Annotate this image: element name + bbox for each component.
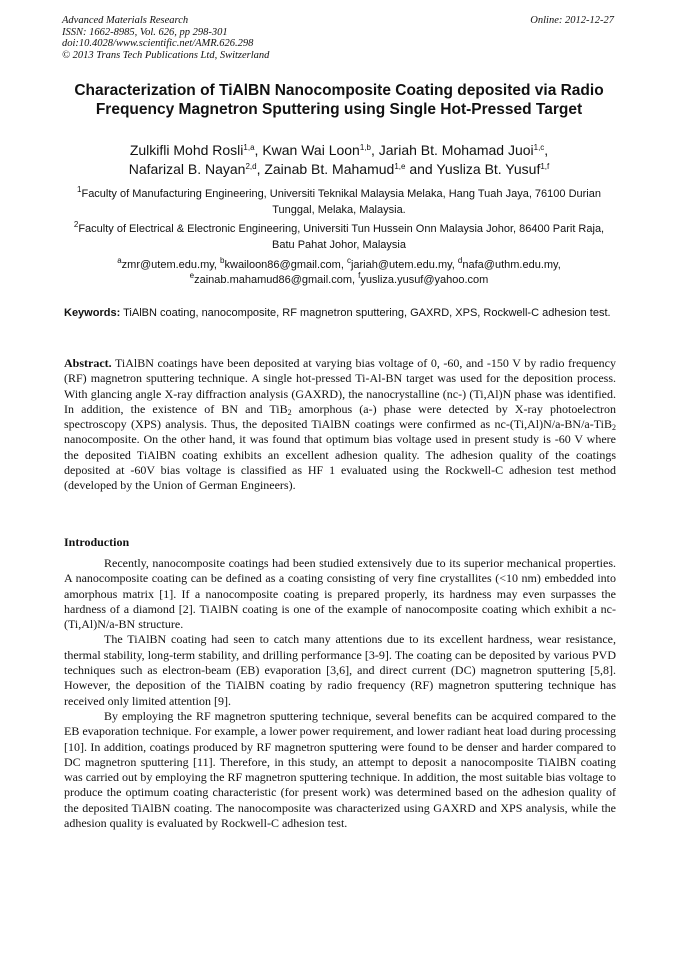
author-affiliation-mark: 2,d: [245, 162, 257, 171]
online-date: Online: 2012-12-27: [530, 15, 614, 26]
affiliation-2: [64, 221, 614, 253]
subscript: 2: [287, 407, 292, 417]
email-mark: d: [457, 256, 463, 265]
author-separator: ,: [370, 142, 379, 158]
author-affiliation-mark: 1,a: [243, 143, 255, 152]
email-link[interactable]: yusliza.yusuf@yahoo.com: [360, 274, 489, 286]
email-link[interactable]: zainab.mahamud86@gmail.com: [194, 274, 353, 286]
section-heading-introduction: Introduction: [64, 535, 130, 549]
author-separator: ,: [254, 142, 263, 158]
affiliation-text: Faculty of Manufacturing Engineering, Universiti Teknikal Malaysia Melaka, Hang Tuah Jaya, 76100 Durian Tunggal, Melaka, Malaysia.: [81, 188, 601, 216]
author-affiliation-mark: 1,f: [540, 162, 550, 171]
email-link[interactable]: kwailoon86@gmail.com: [224, 259, 341, 271]
introduction-body: [64, 556, 616, 831]
abstract-text: amorphous (a-) phase were detected by X-ray photoelectron spectroscopy (XPS) analysis. Thus, the deposited TiAlBN coatings were confirmed as nc-(Ti,Al)N/a-BN/a-TiB: [64, 401, 616, 432]
abstract: [64, 356, 616, 494]
journal-issn: ISSN: 1662-8985, Vol. 626, pp 298-301: [62, 26, 228, 38]
author-separator: ,: [256, 161, 265, 177]
author-separator: and: [405, 161, 437, 177]
keywords: [64, 306, 616, 321]
paragraph: The TiAlBN coating had seen to catch many attentions due to its excellent hardness, wear resistance, thermal stability, long-term stability, and drilling performance [3-9]. The coating can be deposited by various PVD techniques such as electron-beam (EB) evaporation [3,6], and direct current (DC) magnetron sputtering [5,8]. However, the deposition of the TiAlBN coating by radio frequency (RF) magnetron sputtering technique has received only limited attention [9].: [64, 632, 616, 708]
email-mark: c: [346, 256, 351, 265]
paragraph: By employing the RF magnetron sputtering technique, several benefits can be acquired compared to the EB evaporation technique. For example, a lower power requirement, and lower radiant heat load during processing [10]. In addition, coatings produced by RF magnetron sputtering were found to be denser and harder compared to DC magnetron sputtering [11]. Therefore, in this study, an attempt to deposit a nanocomposite TiAlBN coating was carried out by employing the RF magnetron sputtering technique. In addition, the most suitable bias voltage to produce the optimum coating characteristic (for present work) was determined based on the adhesion quality of the deposited TiAlBN coating. The nanocomposite was characterized using GAXRD and XPS analysis, while the adhesion quality is evaluated by Rockwell-C adhesion test.: [64, 708, 616, 831]
affiliation-1: [64, 186, 614, 218]
author-emails: $^a$zmr@utem.edu.my, $^b$kwailoon86@gmail.com, $^c$jariah@utem.edu.my, $^d$nafa@uthm.edu.my, $^e$zainab.mahamud86@gmail.com, $^f$yusliza.yusuf@yahoo.com: [117, 256, 561, 286]
keywords-label: Keywords:: [64, 307, 121, 319]
keywords-text: TiAlBN coating, nanocomposite, RF magnetron sputtering, GAXRD, XPS, Rockwell-C adhesion test.: [123, 307, 611, 319]
abstract-label: Abstract.: [64, 356, 112, 370]
affiliation-mark: 1: [77, 185, 82, 194]
email-mark: f: [358, 271, 361, 280]
journal-name: Advanced Materials Research: [62, 15, 189, 26]
author-name: Zainab Bt. Mahamud: [264, 161, 395, 177]
author-affiliation-mark: 1,e: [394, 162, 406, 171]
subscript: 2: [612, 423, 616, 433]
author-name: Yusliza Bt. Yusuf: [436, 161, 541, 177]
abstract-text: TiAlBN coatings have been deposited at varying bias voltage of 0, -60, and -150 V by radio frequency (RF) magnetron sputtering technique. A single hot-pressed Ti-Al-BN target was used for the deposition process. With glancing angle X-ray diffraction analysis (GAXRD), the nanocrystalline (nc-) (Ti,Al)N phase was identified. In addition, the existence of BN and TiB: [64, 356, 616, 416]
affiliation-mark: 2: [73, 220, 79, 229]
affiliation-text: Faculty of Electrical & Electronic Engineering, Universiti Tun Hussein Onn Malaysia Johor, 86400 Parit Raja, Batu Pahat Johor, Malaysia: [78, 223, 605, 251]
email-mark: a: [117, 256, 122, 265]
author-name: Jariah Bt. Mohamad Juoi: [378, 142, 534, 158]
author-affiliation-mark: 1,b: [359, 143, 371, 152]
author-list: [64, 141, 614, 179]
journal-header: [62, 15, 269, 61]
email-link[interactable]: nafa@uthm.edu.my: [462, 259, 558, 271]
author-separator: ,: [544, 142, 549, 158]
email-link[interactable]: jariah@utem.edu.my: [350, 259, 452, 271]
journal-doi[interactable]: doi:10.4028/www.scientific.net/AMR.626.298: [62, 38, 254, 49]
author-affiliation-mark: 1,c: [533, 143, 545, 152]
email-mark: b: [220, 256, 225, 265]
author-name: Kwan Wai Loon: [262, 142, 360, 158]
paragraph: Recently, nanocomposite coatings had been studied extensively due to its superior mechanical properties. A nanocomposite coating can be defined as a coating consisting of very fine crystallites (<10 nm) embedded into amorphous matrix [1]. If a nanocomposite coating is prepared properly, its hardness may even surpasses the hardness of a diamond [2]. TiAlBN coating is one of the example of nanocomposite coating which exhibit a nc-(Ti,Al)N/a-BN structure.: [64, 556, 616, 632]
journal-copyright: © 2013 Trans Tech Publications Ltd, Switzerland: [62, 49, 270, 61]
email-mark: e: [189, 271, 195, 280]
abstract-text: nanocomposite. On the other hand, it was found that optimum bias voltage used in present study is -60 V where the deposited TiAlBN coating exhibits an excellent adhesion quality. The adhesion quality of the coatings deposited at -60V bias voltage is classified as HF 1 evaluated using the Rockwell-C adhesion test method (developed by the Union of German Engineers).: [64, 432, 616, 493]
email-link[interactable]: zmr@utem.edu.my: [121, 259, 214, 271]
author-name: Nafarizal B. Nayan: [128, 161, 246, 177]
author-name: Zulkifli Mohd Rosli: [129, 142, 244, 158]
paper-title: Characterization of TiAlBN Nanocomposite Coating deposited via Radio Frequency Magnetron Sputtering using Single Hot-Pressed Target: [74, 82, 604, 118]
